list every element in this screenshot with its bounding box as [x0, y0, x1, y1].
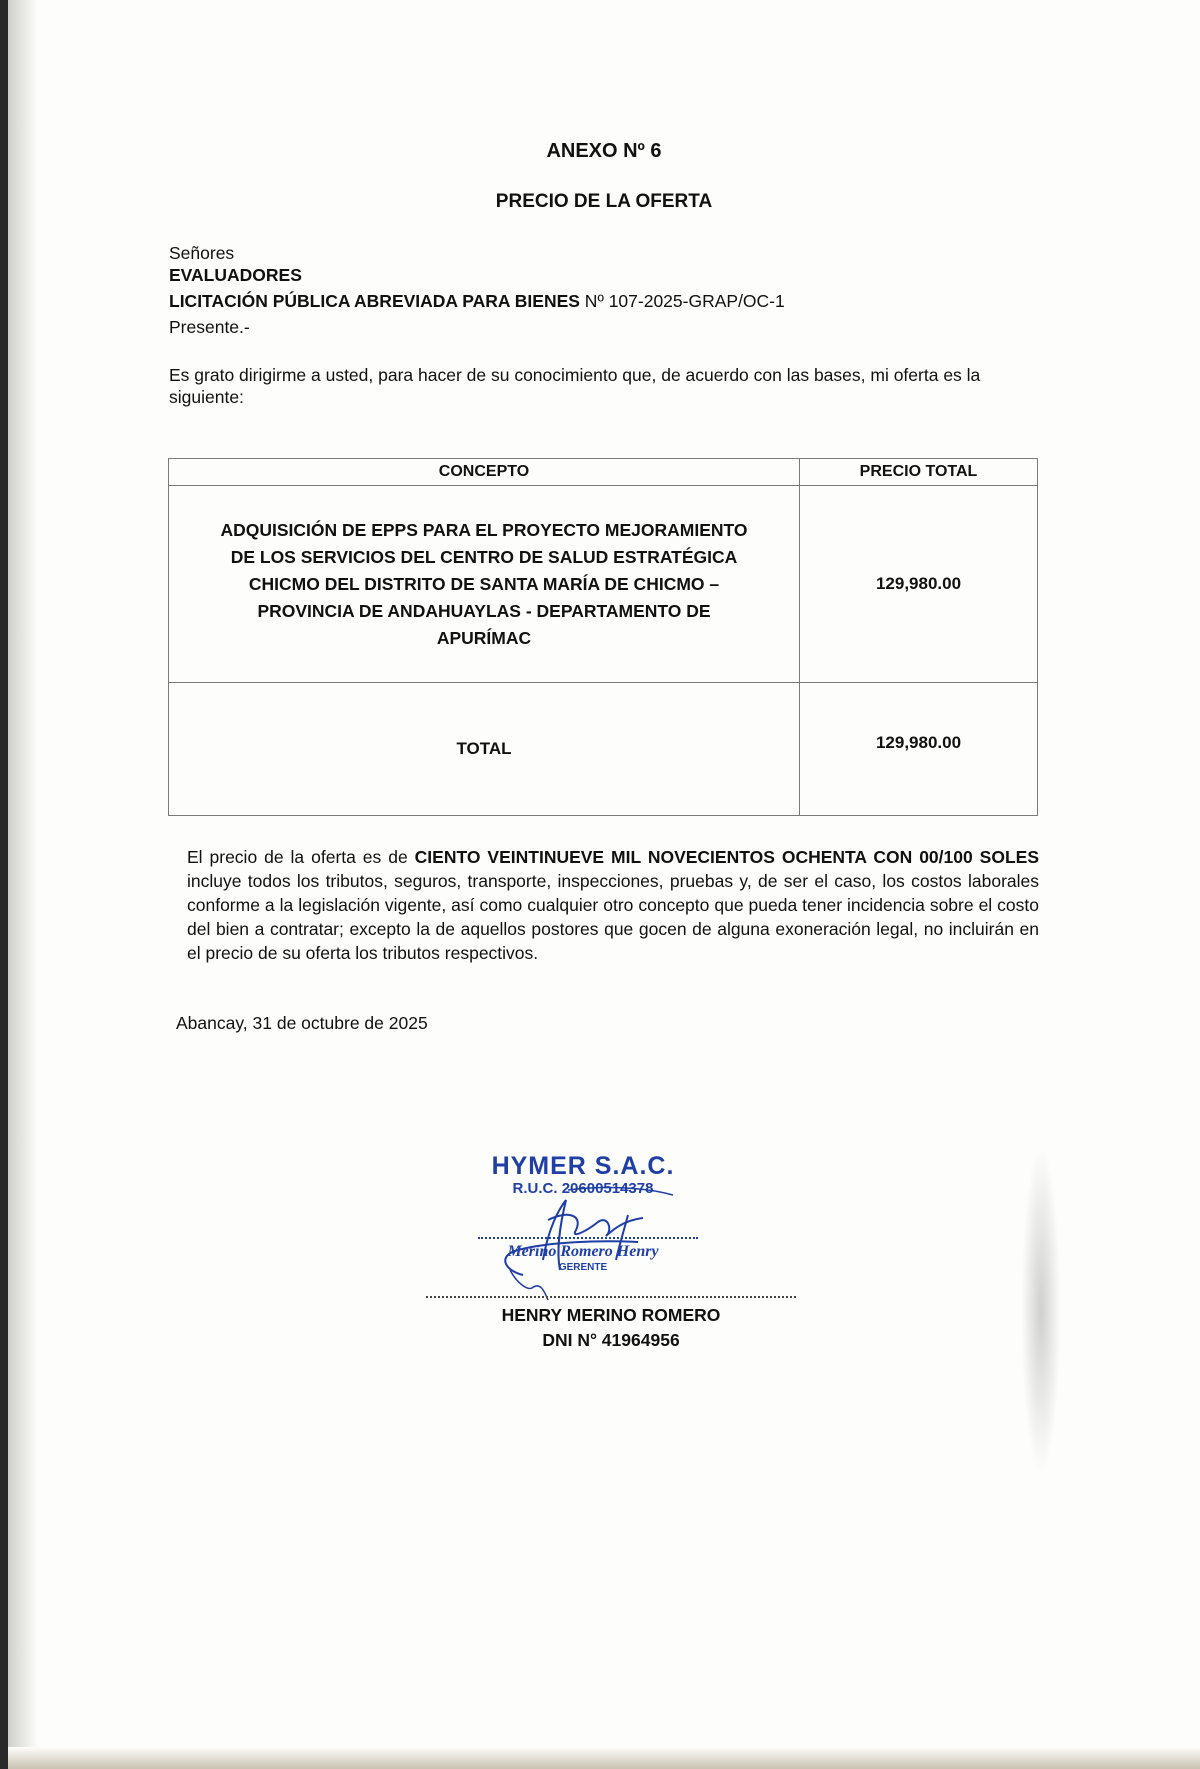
price-statement-rest: incluye todos los tributos, seguros, transporte, inspecciones, pruebas y, de ser el caso, los costos laborales conforme a la legislación vigente, así como cualquier otro concepto que pueda tener incidencia sobre el costo del bien a contratar; excepto la de aquellos postores que gocen de alguna exoneración legal, no incluirán en el precio de su oferta los tributos respectivos. [187, 871, 1039, 963]
header-total-price: PRECIO TOTAL [800, 459, 1038, 486]
stamp-ruc: R.U.C. 20600514378 [512, 1180, 654, 1197]
item-concept-text [169, 509, 799, 660]
document-title: ANEXO Nº 6 [546, 140, 662, 162]
stamp-person-name: Merino Romero Henry [507, 1243, 659, 1260]
addressee-line-2: EVALUADORES [169, 265, 302, 285]
concept-line: DE LOS SERVICIOS DEL CENTRO DE SALUD ESTRATÉGICA [230, 546, 738, 567]
intro-paragraph: Es grato dirigirme a usted, para hacer de su conocimiento que, de acuerdo con las bases, mi oferta es la siguiente: [169, 365, 981, 407]
table-row [169, 486, 1038, 683]
price-statement-prefix: El precio de la oferta es de [187, 847, 415, 867]
tender-name: LICITACIÓN PÚBLICA ABREVIADA PARA BIENES [169, 291, 580, 311]
concept-line: PROVINCIA DE ANDAHUAYLAS - DEPARTAMENTO DE [257, 600, 711, 621]
scan-smudge [1021, 1145, 1061, 1475]
place-date: Abancay, 31 de octubre de 2025 [176, 1013, 428, 1033]
stamp-role: GERENTE [558, 1262, 608, 1273]
handwritten-signature [448, 1170, 718, 1310]
total-label: TOTAL [169, 683, 800, 816]
stamp-company-name: HYMER S.A.C. [491, 1152, 675, 1180]
signer-dni: DNI N° 41964956 [542, 1330, 680, 1350]
concept-line: CHICMO DEL DISTRITO DE SANTA MARÍA DE CHICMO – [248, 573, 720, 594]
item-price: 129,980.00 [875, 574, 962, 593]
table-total-row [169, 683, 1038, 816]
total-price-cell [800, 683, 1038, 816]
document-subtitle: PRECIO DE LA OFERTA [495, 191, 713, 212]
concept-line: APURÍMAC [436, 627, 532, 648]
item-concept-cell [169, 486, 800, 683]
offer-table [168, 458, 1038, 816]
table-header-row [169, 459, 1038, 486]
signature-line [426, 1296, 796, 1298]
page-bottom-shadow [8, 1747, 1200, 1769]
total-price: 129,980.00 [875, 733, 962, 752]
signer-name: HENRY MERINO ROMERO [501, 1305, 721, 1325]
tender-number: Nº 107-2025-GRAP/OC-1 [579, 291, 785, 311]
header-concept: CONCEPTO [169, 459, 800, 486]
document-page [8, 0, 1200, 1769]
page-edge-shadow [8, 0, 38, 1769]
item-price-cell [800, 486, 1038, 683]
addressee-line-3 [169, 290, 785, 312]
addressee-line-1: Señores [169, 243, 235, 263]
amount-in-words: CIENTO VEINTINUEVE MIL NOVECIENTOS OCHENTA CON 00/100 SOLES [414, 847, 1039, 867]
concept-line: ADQUISICIÓN DE EPPS PARA EL PROYECTO MEJORAMIENTO [220, 519, 748, 540]
price-statement [187, 845, 1039, 965]
addressee-line-4: Presente.- [169, 317, 250, 337]
